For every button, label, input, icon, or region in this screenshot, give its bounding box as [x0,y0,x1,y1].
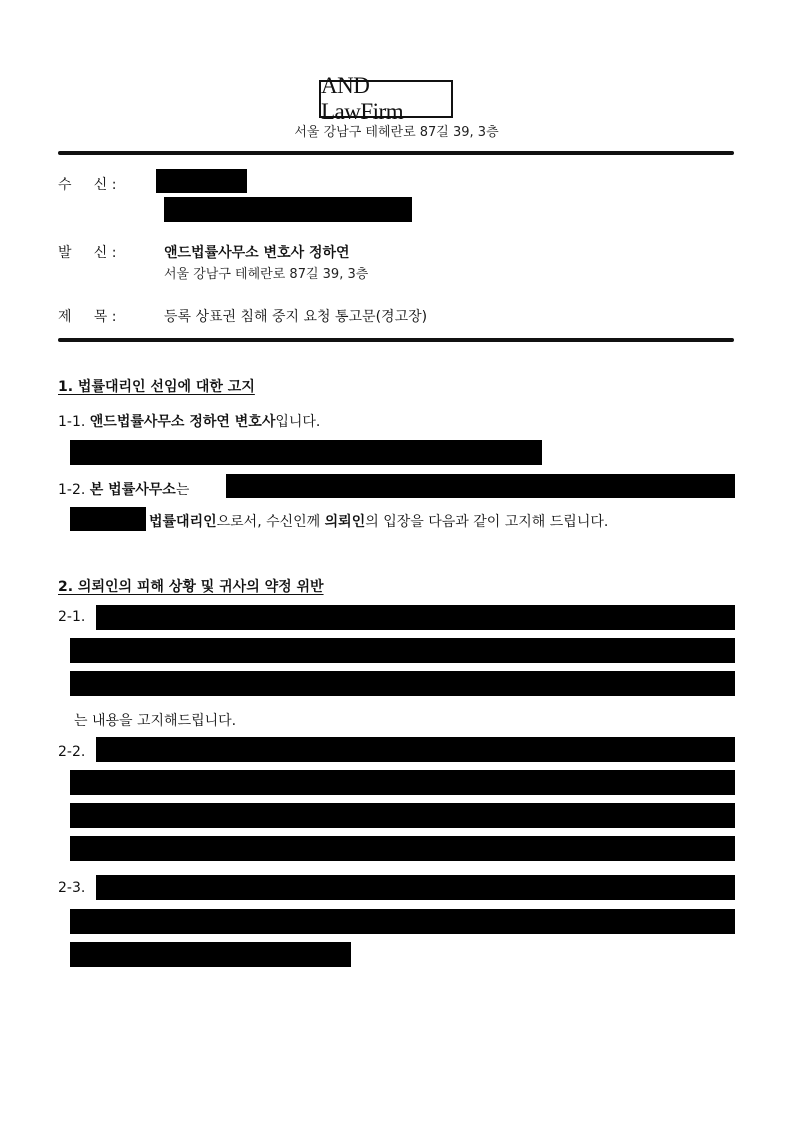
redacted-block [70,440,542,465]
redacted-block [96,737,735,762]
redacted-block [226,474,735,498]
item-text: 으로서, 수신인께 [216,514,325,530]
item-text: 의 입장을 다음과 같이 고지해 드립니다. [365,514,609,530]
section2-item2-number: 2-2. [58,744,86,760]
section1-heading: 1. 법률대리인 선임에 대한 고지 [58,379,255,395]
redacted-recipient-address [164,197,412,222]
section1-item2-line2 [149,511,608,531]
fields-divider [58,338,734,342]
sender-name: 앤드법률사무소 변호사 정하연 [164,245,350,261]
section1-item2 [58,479,189,499]
item-bold-text: 앤드법률사무소 정하연 변호사 [89,414,276,430]
item-number: 1-2. [58,482,86,498]
section2-heading: 2. 의뢰인의 피해 상황 및 귀사의 약정 위반 [58,579,324,595]
redacted-block [96,875,735,900]
section2-item1-tail: 는 내용을 고지해드립니다. [74,713,237,729]
sender-address: 서울 강남구 테헤란로 87길 39, 3층 [164,267,369,282]
redacted-recipient-name [156,169,247,193]
redacted-block [70,836,735,861]
item-number: 1-1. [58,414,86,430]
item-text: 입니다. [275,414,321,430]
firm-address: 서울 강남구 테헤란로 87길 39, 3층 [294,125,499,140]
sender-label: 발 신 : [58,245,117,261]
section2-item3-number: 2-3. [58,880,86,896]
subject-value: 등록 상표권 침해 중지 요청 통고문(경고장) [164,309,428,325]
redacted-block [70,942,351,967]
redacted-block [70,770,735,795]
section2-item1-number: 2-1. [58,609,86,625]
recipient-label: 수 신 : [58,177,117,193]
section1-item1 [58,411,320,431]
redacted-block [70,671,735,696]
redacted-block [96,605,735,630]
header-divider [58,151,734,155]
subject-label: 제 목 : [58,309,117,325]
redacted-block [70,507,146,531]
item-bold-text: 의뢰인 [324,514,366,530]
firm-logo: AND LawFirm [319,80,453,118]
redacted-block [70,803,735,828]
redacted-block [70,638,735,663]
item-bold-text: 법률대리인 [149,514,217,530]
item-bold-text: 본 법률사무소 [89,482,176,498]
redacted-block [70,909,735,934]
item-text: 는 [175,482,190,498]
